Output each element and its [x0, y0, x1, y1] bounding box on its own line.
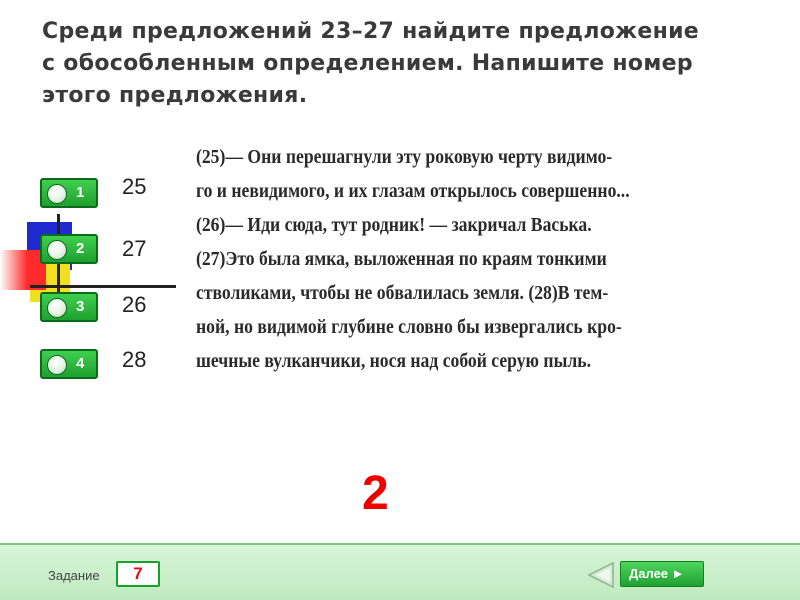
radio-icon	[47, 355, 67, 375]
option-2-label: 27	[122, 236, 147, 261]
option-2-button[interactable]	[40, 234, 98, 264]
passage-line: шечные вулканчики, нося над собой серую пыль.	[196, 350, 591, 372]
radio-icon	[47, 184, 67, 204]
question-line: этого предложения.	[42, 83, 308, 108]
passage-line: (25)— Они перешагнули эту роковую черту видимо-	[196, 146, 613, 168]
option-4-label: 28	[122, 347, 147, 372]
option-number: 4	[76, 355, 85, 372]
passage-line: ной, но видимой глубине словно бы извергались кро-	[196, 316, 622, 338]
passage-line: го и невидимого, и их глазам открылось совершенно...	[196, 180, 630, 202]
question-line: с обособленным определением. Напишите номер	[42, 51, 693, 76]
question-text	[42, 16, 792, 112]
next-button[interactable]: Далее ►	[620, 561, 704, 587]
option-number: 2	[76, 240, 85, 257]
option-3-button[interactable]	[40, 292, 98, 322]
decor-horizontal-line	[30, 285, 176, 288]
option-number: 1	[76, 184, 85, 201]
option-3-label: 26	[122, 292, 147, 317]
footer-bar	[0, 543, 800, 600]
radio-icon	[47, 240, 67, 260]
task-number-box	[116, 561, 160, 587]
back-arrow-icon[interactable]	[586, 560, 616, 590]
passage-text	[196, 140, 703, 378]
passage-line: (26)— Иди сюда, тут родник! — закричал Васька.	[196, 214, 592, 236]
radio-icon	[47, 298, 67, 318]
task-number: 7	[133, 564, 143, 583]
correct-answer: 2	[362, 467, 389, 520]
task-label: Задание	[48, 568, 100, 583]
option-4-button[interactable]	[40, 349, 98, 379]
passage-line: стволиками, чтобы не обвалилась земля. (28)В тем-	[196, 282, 609, 304]
option-number: 3	[76, 298, 85, 315]
option-1-label: 25	[122, 174, 147, 199]
option-1-button[interactable]	[40, 178, 98, 208]
passage-line: (27)Это была ямка, выложенная по краям тонкими	[196, 248, 607, 270]
question-line: Среди предложений 23–27 найдите предложение	[42, 19, 700, 44]
